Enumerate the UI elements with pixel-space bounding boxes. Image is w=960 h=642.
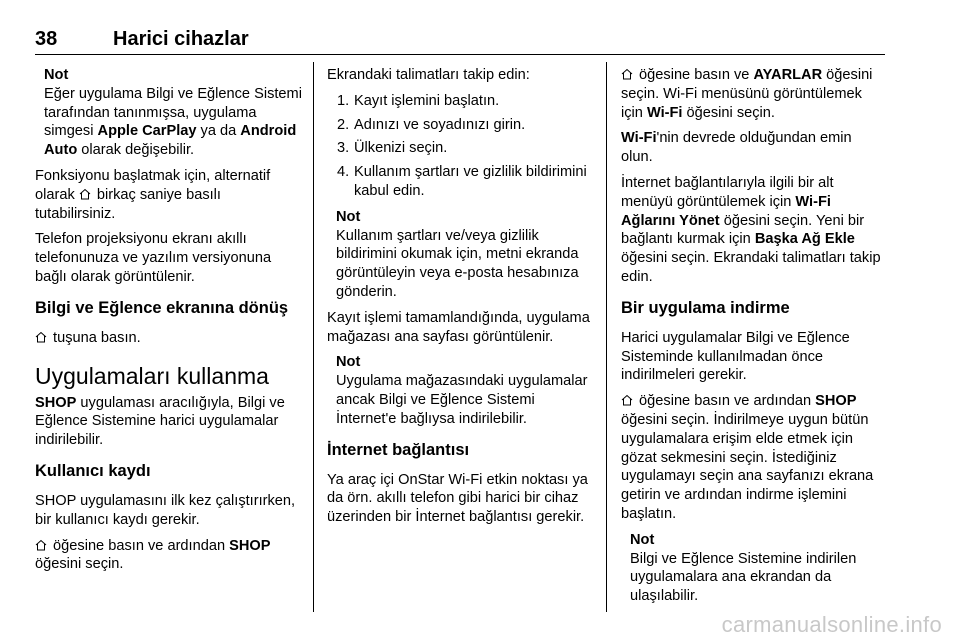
steps-list <box>327 92 595 201</box>
paragraph <box>35 394 303 450</box>
column-2 <box>327 66 595 534</box>
step-number: 1. <box>337 92 350 109</box>
note-text-part: olarak değişebilir. <box>77 142 195 159</box>
paragraph <box>621 129 886 167</box>
text: İnternet bağlantılarıyla ilgili bir alt menüyü görüntülemek için <box>621 174 834 210</box>
text: 'nin devrede olduğundan emin olun. <box>621 130 852 166</box>
paragraph <box>621 392 886 524</box>
section-heading: Bir uygulama indirme <box>621 298 790 317</box>
text: öğesini seçin. İndirilmeye uygun bütün uygulamalara erişim elde etmek için gözat sekmesini seçin. İstediğiniz uygulamayı seçin ana sayfanızı ekrana getirin ve ardından indirme işlemini başlatın. <box>621 411 874 522</box>
home-icon <box>621 394 633 406</box>
column-1 <box>35 66 303 581</box>
text: öğesini seçin. Wi-Fi menüsünü görüntülemek için <box>621 67 873 121</box>
section-heading: Kullanıcı kaydı <box>35 461 151 480</box>
note-text: Uygulama mağazasındaki uygulamalar ancak Bilgi ve Eğlence Sistemi İnternet'e bağlıysa indirilebilir. <box>336 373 588 427</box>
note-text: Bilgi ve Eğlence Sistemine indirilen uygulamalara ana ekrandan da ulaşılabilir. <box>630 550 857 605</box>
page-header <box>35 28 885 54</box>
paragraph <box>35 537 303 575</box>
wifi-label: Wi-Fi <box>646 104 683 121</box>
android-auto-label: Android Auto <box>44 123 297 159</box>
list-item <box>327 116 595 135</box>
paragraph: Harici uygulamalar Bilgi ve Eğlence Sisteminde kullanılmadan önce indirilmeleri gerekir. <box>621 329 850 384</box>
shop-label: SHOP <box>35 394 77 411</box>
header-rule <box>35 54 885 55</box>
note-text-part: ya da <box>196 123 241 140</box>
shop-label: SHOP <box>229 537 271 554</box>
settings-label: AYARLAR <box>753 67 823 83</box>
manage-wifi-label: Wi-Fi Ağlarını Yönet <box>621 193 831 229</box>
text: öğesine basın ve <box>635 67 754 83</box>
step-text: Kayıt işlemini başlatın. <box>354 92 500 109</box>
home-icon <box>35 539 47 551</box>
note-title: Not <box>44 67 69 83</box>
chapter-title: Harici cihazlar <box>113 28 249 50</box>
text: birkaç saniye basılı tutabilirsiniz. <box>35 186 221 222</box>
home-icon <box>35 331 47 343</box>
text: öğesine basın ve ardından <box>49 537 230 554</box>
apple-carplay-label: Apple CarPlay <box>97 123 197 140</box>
note-box <box>327 353 595 428</box>
list-item <box>327 92 595 111</box>
note-box <box>621 531 886 606</box>
note-box <box>35 66 303 160</box>
paragraph: SHOP uygulamasını ilk kez çalıştırırken, bir kullanıcı kaydı gerekir. <box>35 492 296 528</box>
text: öğesini seçin. <box>35 556 124 573</box>
paragraph: Ekrandaki talimatları takip edin: <box>327 67 530 83</box>
text: öğesini seçin. Ekrandaki talimatları takip edin. <box>621 250 881 285</box>
step-number: 4. <box>337 164 350 181</box>
paragraph: Ya araç içi OnStar Wi-Fi etkin noktası ya da örn. akıllı telefon gibi harici bir cihaz üzerinden bir İnternet bağlantısı gerekir. <box>327 471 588 526</box>
paragraph <box>621 66 886 122</box>
paragraph: Telefon projeksiyonu ekranı akıllı telefonunuza ve yazılım versiyonuna bağlı olarak görüntülenir. <box>35 231 272 285</box>
note-title: Not <box>336 208 361 225</box>
chapter-heading: Uygulamaları kullanma <box>35 362 269 389</box>
paragraph: Kayıt işlemi tamamlandığında, uygulama mağazası ana sayfası görüntülenir. <box>327 309 590 345</box>
note-box <box>327 208 595 302</box>
paragraph <box>35 329 303 348</box>
step-text: Adınızı ve soyadınızı girin. <box>354 116 526 133</box>
page-number: 38 <box>35 28 58 50</box>
note-text <box>44 85 303 160</box>
wifi-label: Wi-Fi <box>621 130 657 147</box>
paragraph <box>35 167 303 223</box>
column-divider-2 <box>606 62 607 612</box>
text: tuşuna basın. <box>49 329 141 346</box>
note-text-part: Eğer uygulama Bilgi ve Eğlence Sistemi tarafından tanınmışsa, uygulama simgesi <box>44 85 302 140</box>
home-icon <box>621 68 633 80</box>
list-item <box>327 139 595 158</box>
home-icon <box>79 188 91 200</box>
text: uygulaması aracılığıyla, Bilgi ve Eğlence Sistemine harici uygulamalar indirilebilir. <box>35 394 285 449</box>
note-title: Not <box>630 531 655 548</box>
text: öğesini seçin. Yeni bir bağlantı kurmak için <box>621 212 865 248</box>
text: öğesine basın ve ardından <box>635 393 816 410</box>
note-text: Kullanım şartları ve/veya gizlilik bildirimini okumak için, metni ekranda görüntüleyin veya e-posta hesabınıza gönderin. <box>336 227 579 300</box>
step-text: Ülkenizi seçin. <box>354 140 448 157</box>
watermark: carmanualsonline.info <box>721 612 942 637</box>
column-3 <box>621 66 886 613</box>
text: öğesini seçin. <box>682 104 775 121</box>
column-divider-1 <box>313 62 314 612</box>
add-network-label: Başka Ağ Ekle <box>754 231 855 248</box>
paragraph <box>621 174 886 287</box>
step-number: 3. <box>337 140 350 157</box>
section-heading: İnternet bağlantısı <box>327 440 470 459</box>
section-heading: Bilgi ve Eğlence ekranına dönüş <box>35 298 289 317</box>
note-title: Not <box>336 354 361 371</box>
text: Fonksiyonu başlatmak için, alternatif olarak <box>35 167 271 203</box>
list-item <box>327 163 595 201</box>
shop-label: SHOP <box>815 393 857 410</box>
step-text: Kullanım şartları ve gizlilik bildirimini kabul edin. <box>354 164 587 199</box>
step-number: 2. <box>337 116 350 133</box>
